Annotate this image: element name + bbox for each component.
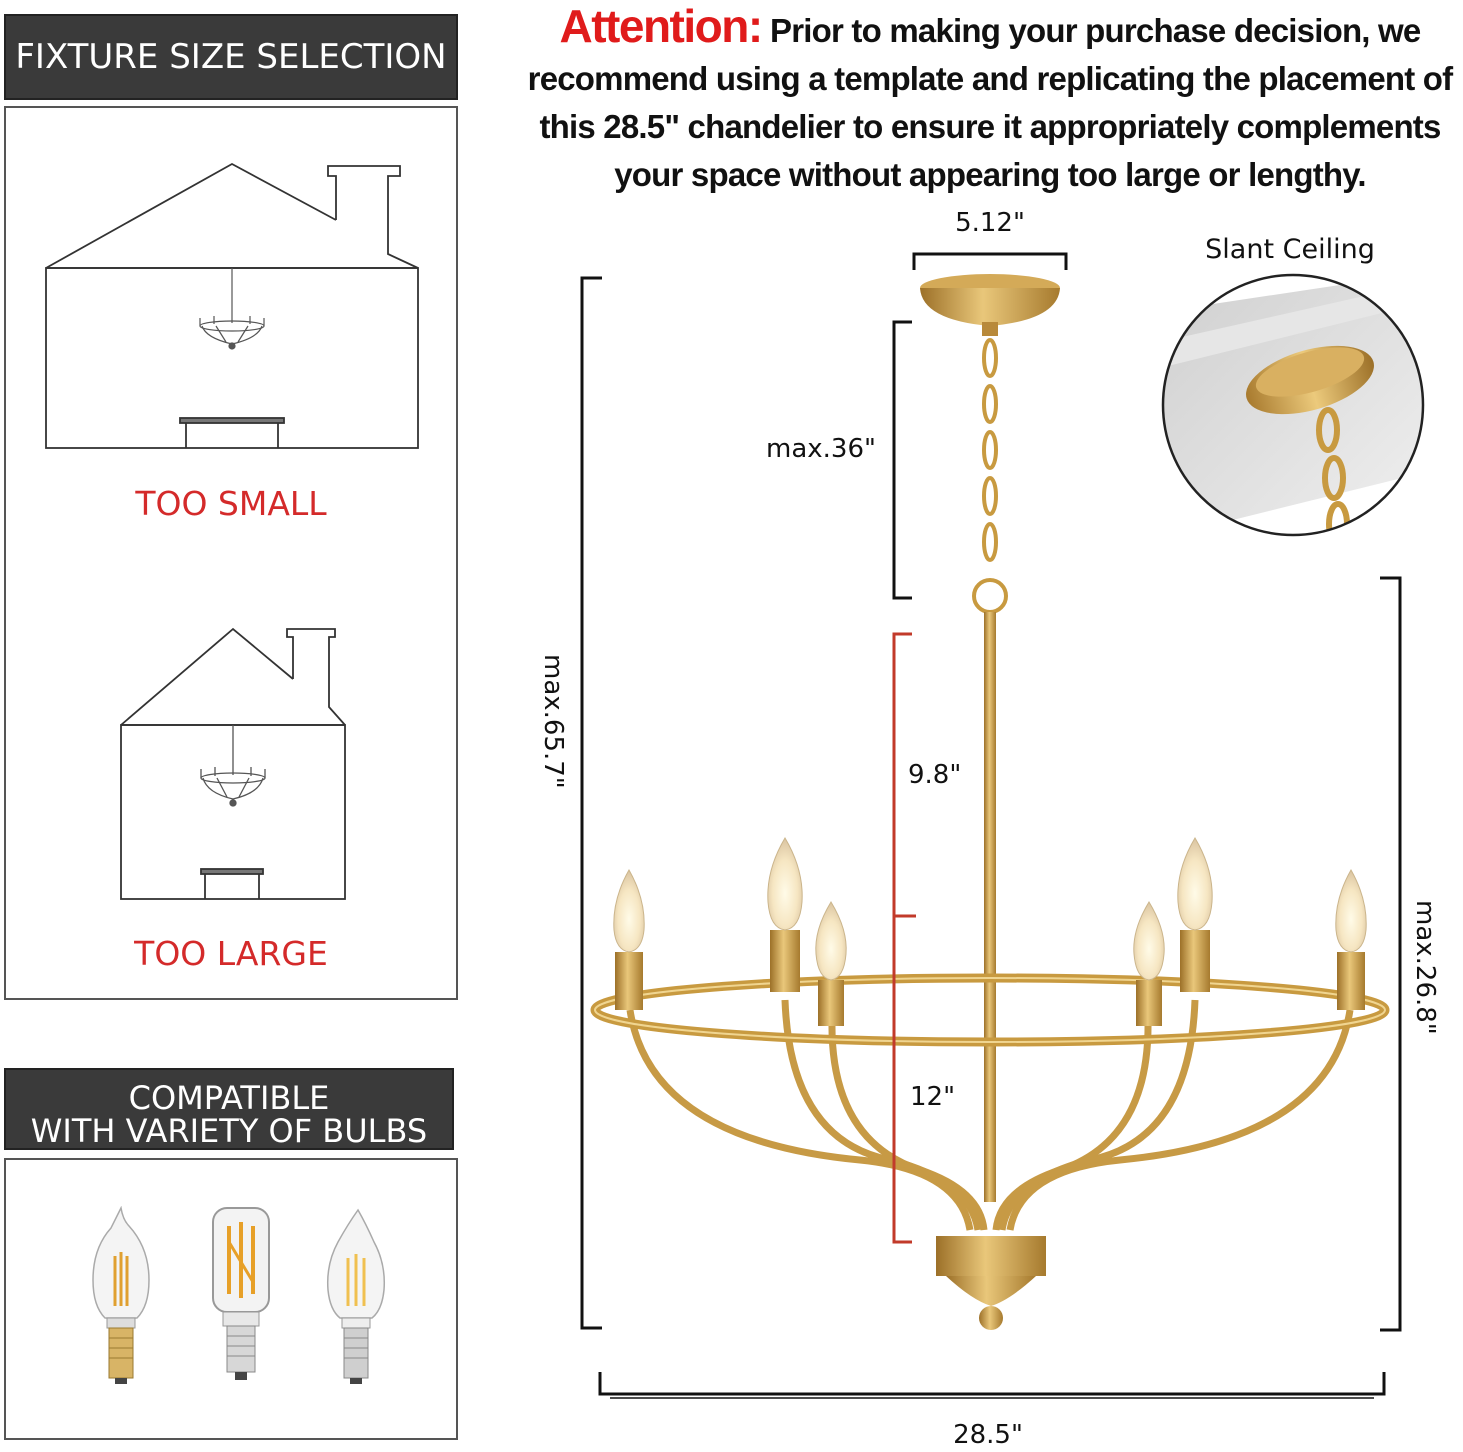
size-selection-header [4, 14, 458, 100]
bulbs-header-line1: COMPATIBLE [128, 1079, 330, 1117]
ceiling-canopy [920, 274, 1060, 336]
central-rod [984, 612, 996, 1202]
bottom-hub [936, 1236, 1046, 1330]
tubular-bulb-icon [201, 1202, 281, 1386]
flame-tip-bulb-icon [81, 1206, 161, 1386]
slant-ceiling-title: Slant Ceiling [1205, 234, 1375, 265]
house-too-small-illustration [36, 158, 426, 458]
height-section-markers [894, 634, 916, 1242]
body-height-label: max.26.8" [1410, 900, 1440, 1035]
large-chandelier-icon [201, 725, 265, 806]
small-chandelier-icon [200, 268, 264, 349]
chain-length-label: max.36" [766, 434, 876, 464]
total-height-label: max.65.7" [538, 654, 568, 789]
diameter-label: 28.5" [953, 1420, 1023, 1450]
canopy-width-label: 5.12" [955, 208, 1025, 238]
too-small-label: TOO SMALL [135, 484, 327, 523]
attention-message: Prior to making your purchase decision, we recommend using a template and replicating the placement of this 28.5" chandelier to ensure it appropriately complements your space without appearing too large or lengthy. [527, 12, 1453, 193]
attention-word: Attention: [559, 0, 762, 52]
bulbs-header [4, 1068, 454, 1150]
chain [974, 340, 1006, 612]
lower-section-label: 12" [910, 1082, 956, 1112]
candle-bulb-icon [316, 1206, 396, 1386]
size-selection-title: FIXTURE SIZE SELECTION [15, 37, 447, 77]
size-comparison-panel [4, 106, 458, 1000]
upper-section-label: 9.8" [908, 760, 962, 790]
too-large-label: TOO LARGE [134, 934, 328, 973]
house-too-large-illustration [111, 623, 361, 913]
slant-ceiling-inset [1160, 272, 1426, 538]
attention-notice [520, 2, 1460, 199]
bulbs-panel [4, 1158, 458, 1440]
bulbs-header-line2: WITH VARIETY OF BULBS [30, 1112, 428, 1150]
